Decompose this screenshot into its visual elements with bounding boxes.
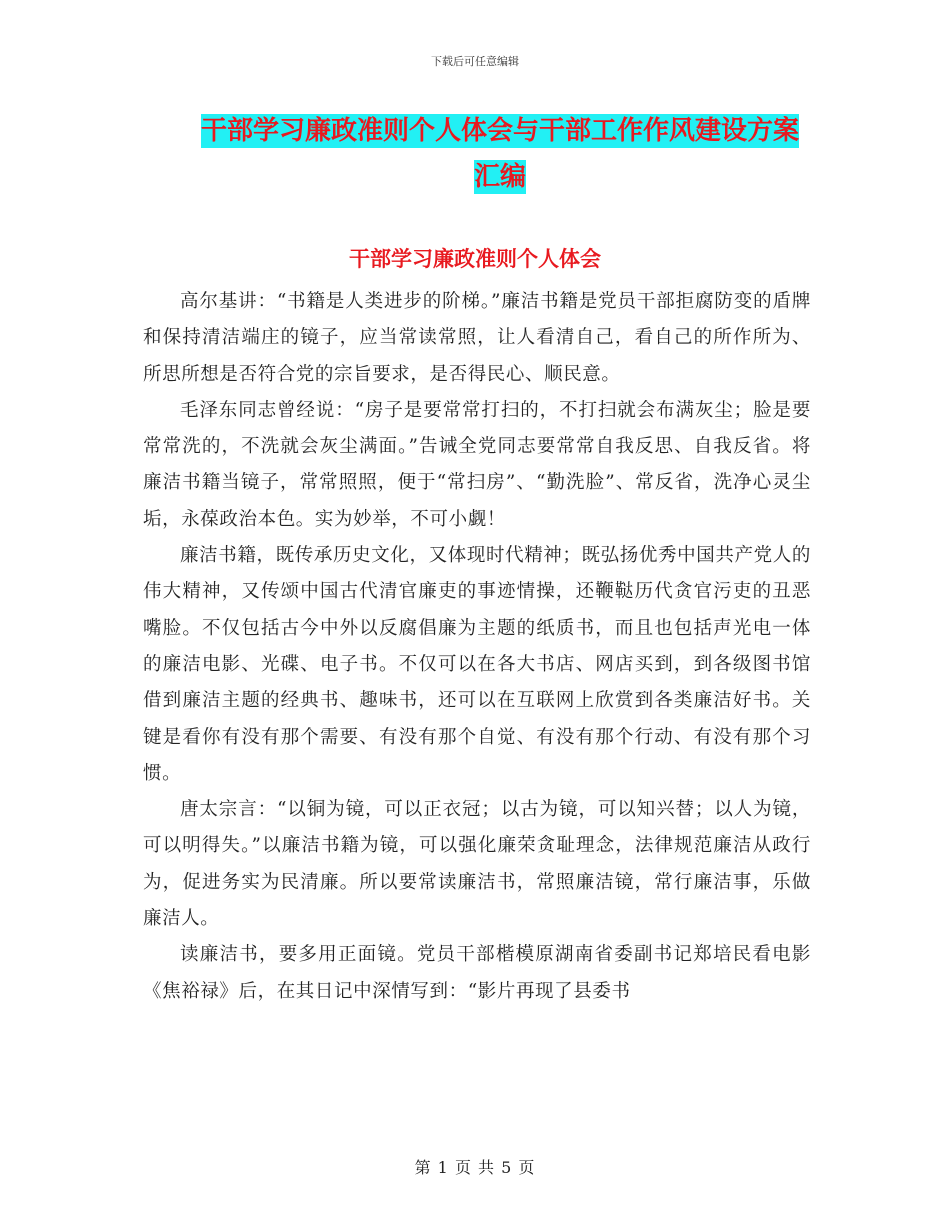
document-title-line-1: 干部学习廉政准则个人体会与干部工作作风建设方案 (200, 116, 799, 146)
paragraph: 高尔基讲：“书籍是人类进步的阶梯。”廉洁书籍是党员干部拒腐防变的盾牌和保持清洁端庄的镜子，应当常读常照，让人看清自己，看自己的所作所为、所思所想是否符合党的宗旨要求，是否得民心、顺民意。 (143, 291, 811, 385)
body-text (143, 284, 811, 1010)
document-title (160, 108, 840, 200)
paragraph: 唐太宗言：“以铜为镜，可以正衣冠；以古为镜，可以知兴替；以人为镜，可以明得失。”以廉洁书籍为镜，可以强化廉荣贪耻理念，法律规范廉洁从政行为，促进务实为民清廉。所以要常读廉洁书，常照廉洁镜，常行廉洁事，乐做廉洁人。 (143, 799, 811, 930)
page-number: 第 1 页 共 5 页 (414, 1158, 536, 1177)
paragraph: 读廉洁书，要多用正面镜。党员干部楷模原湖南省委副书记郑培民看电影《焦裕禄》后，在其日记中深情写到：“影片再现了县委书 (143, 944, 811, 1002)
paragraph: 廉洁书籍，既传承历史文化，又体现时代精神；既弘扬优秀中国共产党人的伟大精神，又传颂中国古代清官廉吏的事迹情操，还鞭鞑历代贪官污吏的丑恶嘴脸。不仅包括古今中外以反腐倡廉为主题的纸质书，而且也包括声光电一体的廉洁电影、光碟、电子书。不仅可以在各大书店、网店买到，到各级图书馆借到廉洁主题的经典书、趣味书，还可以在互联网上欣赏到各类廉洁好书。关键是看你有没有那个需要、有没有那个自觉、有没有那个行动、有没有那个习惯。 (143, 545, 811, 784)
paragraph: 毛泽东同志曾经说：“房子是要常常打扫的，不打扫就会布满灰尘；脸是要常常洗的，不洗就会灰尘满面。”告诫全党同志要常常自我反思、自我反省。将廉洁书籍当镜子，常常照照，便于“常扫房”、“勤洗脸”、常反省，洗净心灵尘垢，永葆政治本色。实为妙举，不可小觑！ (143, 399, 811, 530)
header-note: 下载后可任意编辑 (431, 55, 519, 68)
section-title: 干部学习廉政准则个人体会 (349, 247, 601, 271)
document-title-line-2: 汇编 (473, 162, 526, 192)
